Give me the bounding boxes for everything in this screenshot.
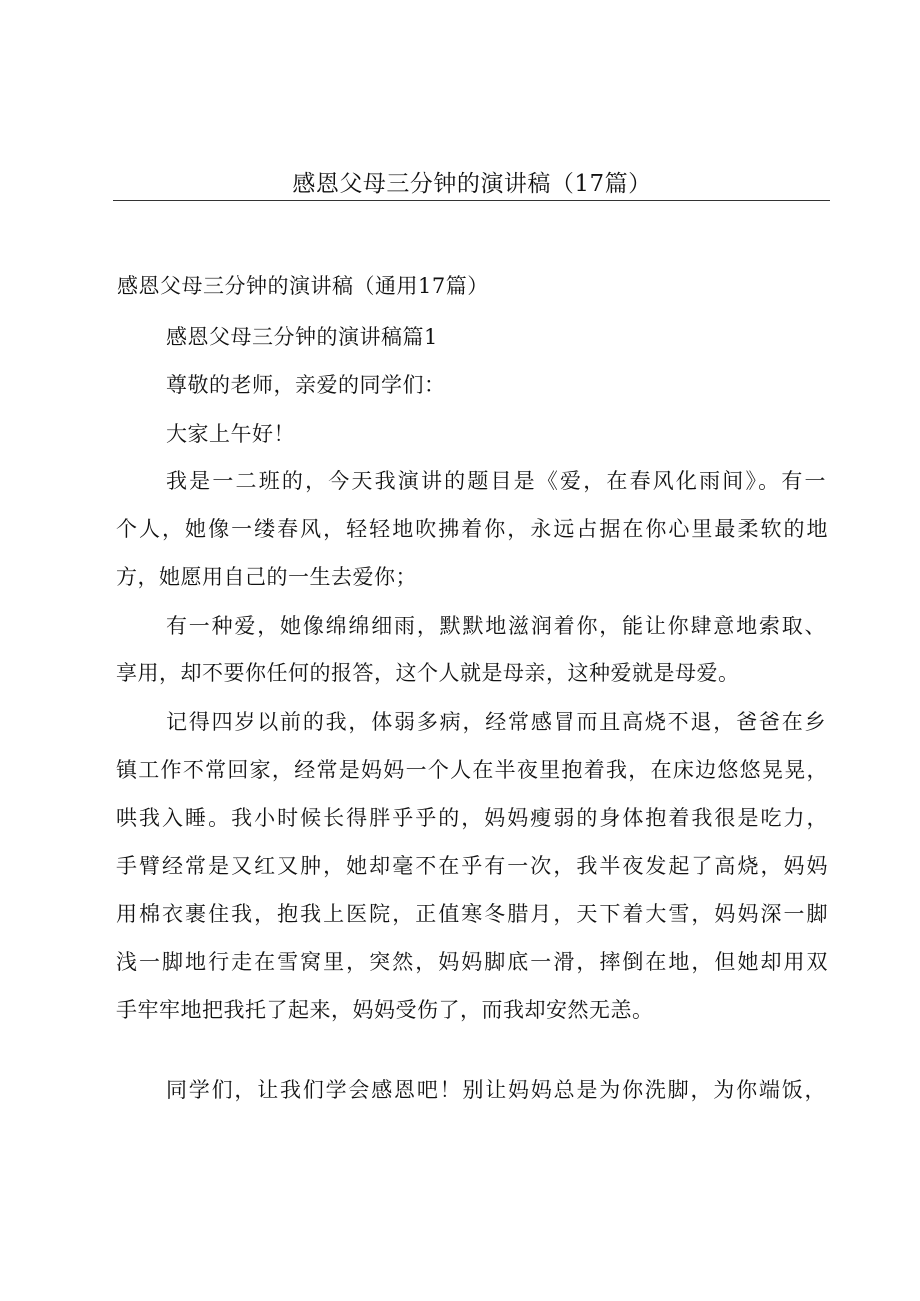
greeting-line: 尊敬的老师，亲爱的同学们： [166, 373, 446, 397]
paragraph-3-line-7: 手牢牢地把我托了起来，妈妈受伤了，而我却安然无恙。 [116, 998, 654, 1022]
paragraph-3-line-1: 记得四岁以前的我，体弱多病，经常感冒而且高烧不退，爸爸在乡 [166, 710, 826, 734]
paragraph-2-line-1: 有一种爱，她像绵绵细雨，默默地滋润着你，能让你肆意地索取、 [166, 614, 826, 638]
paragraph-3-line-4: 手臂经常是又红又肿，她却毫不在乎有一次，我半夜发起了高烧，妈妈 [116, 854, 828, 878]
paragraph-3-line-3: 哄我入睡。我小时候长得胖乎乎的，妈妈瘦弱的身体抱着我很是吃力， [116, 806, 828, 830]
title-underline [113, 200, 830, 201]
paragraph-3-line-5: 用棉衣裹住我，抱我上医院，正值寒冬腊月，天下着大雪，妈妈深一脚 [116, 902, 828, 926]
paragraph-2-line-2: 享用，却不要你任何的报答，这个人就是母亲，这种爱就是母爱。 [116, 661, 740, 685]
paragraph-3-line-6: 浅一脚地行走在雪窝里，突然，妈妈脚底一滑，摔倒在地，但她却用双 [116, 950, 828, 974]
section-heading: 感恩父母三分钟的演讲稿篇1 [166, 325, 438, 349]
document-title: 感恩父母三分钟的演讲稿（17篇） [292, 171, 652, 197]
paragraph-4-line-1: 同学们，让我们学会感恩吧！别让妈妈总是为你洗脚，为你端饭， [166, 1078, 826, 1102]
paragraph-3-line-2: 镇工作不常回家，经常是妈妈一个人在半夜里抱着我，在床边悠悠晃晃， [116, 758, 828, 782]
paragraph-1-line-3: 方，她愿用自己的一生去爱你； [116, 565, 417, 589]
paragraph-1-line-1: 我是一二班的，今天我演讲的题目是《爱，在春风化雨间》。有一 [166, 469, 826, 493]
salutation-line: 大家上午好！ [166, 422, 295, 446]
document-subtitle: 感恩父母三分钟的演讲稿（通用17篇） [117, 274, 489, 298]
paragraph-1-line-2: 个人，她像一缕春风，轻轻地吹拂着你，永远占据在你心里最柔软的地 [116, 517, 828, 541]
